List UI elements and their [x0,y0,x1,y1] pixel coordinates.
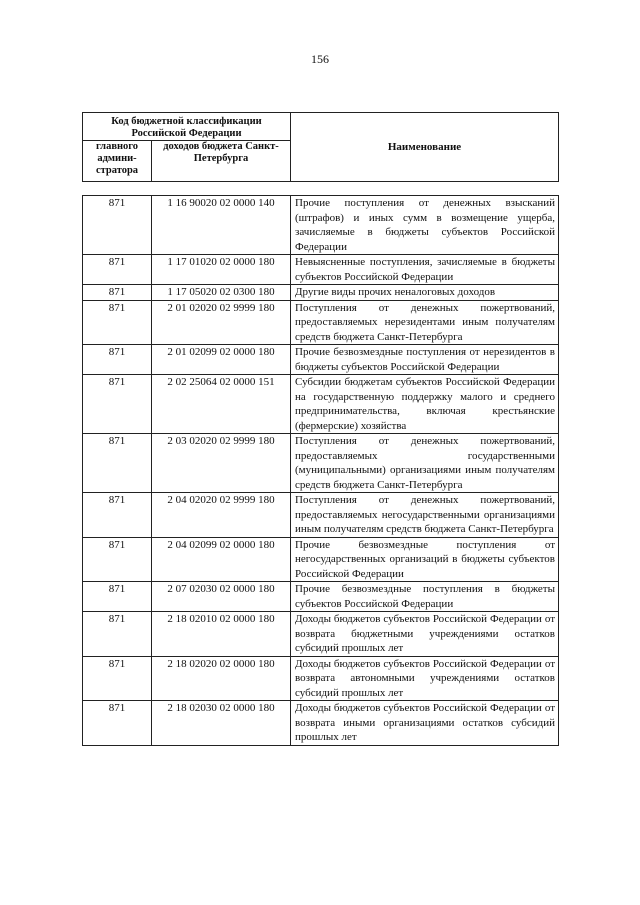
table-row [83,582,559,612]
admin-code-cell: 871 [83,434,152,493]
table-row [83,656,559,701]
admin-code-cell: 871 [83,196,152,255]
income-code-cell: 2 18 02030 02 0000 180 [152,701,291,746]
income-name-cell: Поступления от денежных пожертвований, предоставляемых нерезидентами иным получателям средств бюджета Санкт-Петербурга [291,300,559,345]
admin-code-cell: 871 [83,612,152,657]
income-code-cell: 2 03 02020 02 9999 180 [152,434,291,493]
table-row [83,255,559,285]
income-name-cell: Субсидии бюджетам субъектов Российской Федерации на государственную поддержку малого и среднего предпринимательства, включая крестьянские (фермерские) хозяйства [291,375,559,434]
table-row [83,434,559,493]
admin-code-cell: 871 [83,537,152,582]
income-code-cell: 1 17 05020 02 0300 180 [152,285,291,301]
income-code-cell: 2 01 02020 02 9999 180 [152,300,291,345]
income-name-cell: Доходы бюджетов субъектов Российской Федерации от возврата бюджетными учреждениями остатков субсидий прошлых лет [291,612,559,657]
admin-code-cell: 871 [83,493,152,538]
table-row [83,701,559,746]
income-code-cell: 2 04 02099 02 0000 180 [152,537,291,582]
header-col-income: доходов бюджета Санкт-Петербурга [152,141,291,182]
income-code-cell: 2 01 02099 02 0000 180 [152,345,291,375]
admin-code-cell: 871 [83,285,152,301]
header-col-admin: главного админи-стратора [83,141,152,182]
income-name-cell: Прочие безвозмездные поступления от негосударственных организаций в бюджеты субъектов Российской Федерации [291,537,559,582]
admin-code-cell: 871 [83,300,152,345]
table-row [83,537,559,582]
admin-code-cell: 871 [83,345,152,375]
income-code-cell: 1 16 90020 02 0000 140 [152,196,291,255]
income-code-cell: 2 07 02030 02 0000 180 [152,582,291,612]
admin-code-cell: 871 [83,375,152,434]
table-row [83,196,559,255]
header-group-title: Код бюджетной классификации Российской Федерации [83,113,291,141]
income-name-cell: Доходы бюджетов субъектов Российской Федерации от возврата иными организациями остатков субсидий прошлых лет [291,701,559,746]
income-name-cell: Доходы бюджетов субъектов Российской Федерации от возврата автономными учреждениями остатков субсидий прошлых лет [291,656,559,701]
income-name-cell: Невыясненные поступления, зачисляемые в бюджеты субъектов Российской Федерации [291,255,559,285]
income-code-cell: 2 04 02020 02 9999 180 [152,493,291,538]
income-name-cell: Прочие безвозмездные поступления от нерезидентов в бюджеты субъектов Российской Федерации [291,345,559,375]
table-row [83,493,559,538]
table-row [83,375,559,434]
header-col-name: Наименование [291,113,559,182]
table-row [83,300,559,345]
codes-table-body [83,196,559,746]
table-row [83,345,559,375]
admin-code-cell: 871 [83,582,152,612]
table-row [83,612,559,657]
income-code-cell: 2 18 02010 02 0000 180 [152,612,291,657]
income-code-cell: 1 17 01020 02 0000 180 [152,255,291,285]
admin-code-cell: 871 [83,656,152,701]
income-name-cell: Поступления от денежных пожертвований, предоставляемых государственными (муниципальными) организациями иным получателям средств бюджета Санкт-Петербурга [291,434,559,493]
income-code-cell: 2 02 25064 02 0000 151 [152,375,291,434]
admin-code-cell: 871 [83,255,152,285]
page-number: 156 [311,52,329,66]
codes-table [82,195,559,746]
income-name-cell: Другие виды прочих неналоговых доходов [291,285,559,301]
table-header [82,112,559,182]
income-code-cell: 2 18 02020 02 0000 180 [152,656,291,701]
income-name-cell: Прочие безвозмездные поступления в бюджеты субъектов Российской Федерации [291,582,559,612]
income-name-cell: Прочие поступления от денежных взысканий (штрафов) и иных сумм в возмещение ущерба, зачисляемые в бюджеты субъектов Российской Федерации [291,196,559,255]
admin-code-cell: 871 [83,701,152,746]
income-name-cell: Поступления от денежных пожертвований, предоставляемых негосударственными организациями иным получателям средств бюджета Санкт-Петербурга [291,493,559,538]
table-row [83,285,559,301]
